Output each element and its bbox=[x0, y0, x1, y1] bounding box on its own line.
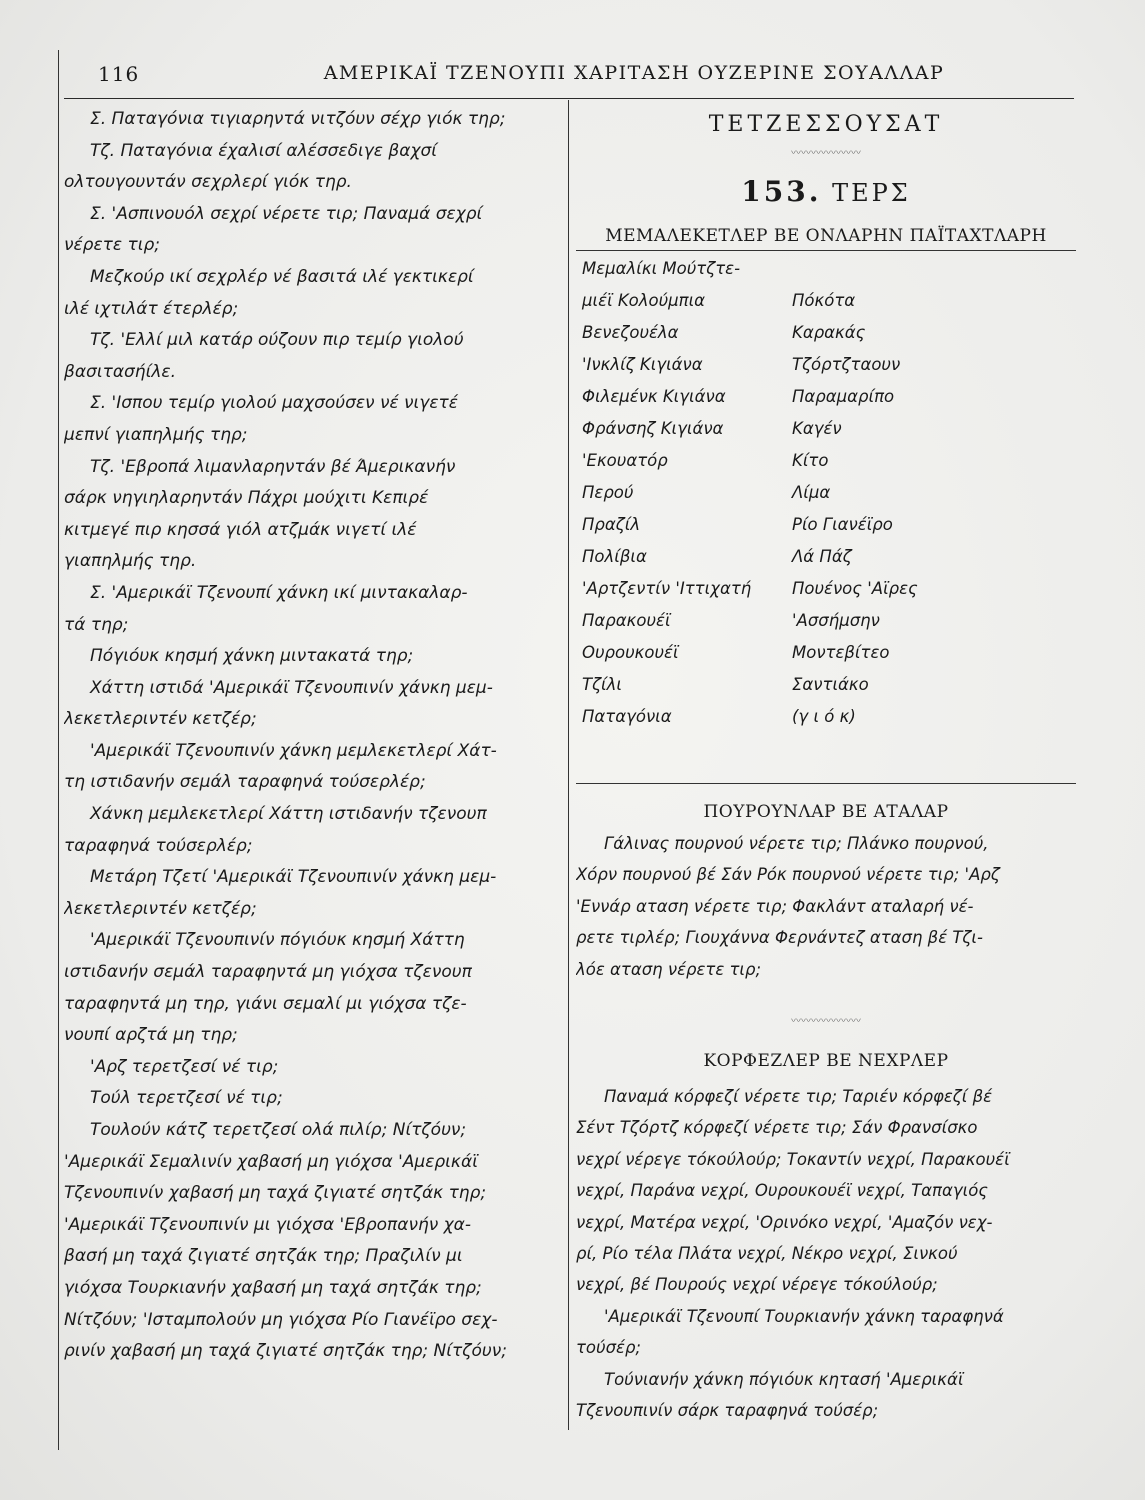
text-line: νεχρί, βέ Πουρούς νεχρί νέρεγε τόκούλούρ; bbox=[576, 1275, 938, 1295]
text-line: νέρετε τιρ; bbox=[64, 235, 160, 256]
capital-cell: Πουένος 'Αϊρες bbox=[792, 579, 918, 598]
capital-cell: Καρακάς bbox=[792, 323, 866, 342]
table-row bbox=[576, 515, 1076, 547]
text-line: Σ. 'Ισπου τεμίρ γιολού μαχσούσεν νέ νιγετέ bbox=[90, 393, 458, 414]
country-cell: Παταγόνια bbox=[582, 707, 672, 726]
ornament-divider: 〰〰〰〰〰〰〰 bbox=[791, 1016, 861, 1028]
text-line: βασή μη ταχά ζιγιατέ σητζάκ τηρ; Πραζιλίν μι bbox=[64, 1246, 463, 1267]
lesson-heading bbox=[576, 175, 1076, 208]
text-line: Χόρν πουρνού βέ Σάν Ρόκ πουρνού νέρετε τιρ; 'Αρζ bbox=[576, 865, 1000, 885]
heading-rule bbox=[576, 250, 1076, 251]
text-line: λόε αταση νέρετε τιρ; bbox=[576, 959, 762, 979]
text-line: ολτουγουντάν σεχρλερί γιόκ τηρ. bbox=[64, 172, 352, 193]
table-row bbox=[576, 419, 1076, 451]
text-line: Γάλινας πουρνού νέρετε τιρ; Πλάνκο πουρνού, bbox=[604, 834, 989, 853]
text-line: τούσέρ; bbox=[576, 1338, 641, 1358]
country-cell: Παρακουέϊ bbox=[582, 611, 671, 630]
left-column bbox=[64, 104, 564, 1368]
text-line: Σ. 'Ασπινουόλ σεχρί νέρετε τιρ; Παναμά σεχρί bbox=[90, 203, 483, 224]
text-line: Τζ. 'Ελλί μιλ κατάρ ούζουν πιρ τεμίρ γιολού bbox=[90, 330, 464, 351]
country-cell: Φράνσηζ Κιγιάνα bbox=[582, 419, 724, 438]
capital-cell: Λά Πάζ bbox=[792, 547, 852, 566]
text-line: Τούνιανήν χάνκη πόγιόυκ κητασή 'Αμερικάϊ bbox=[604, 1369, 964, 1389]
country-cell: Πραζίλ bbox=[582, 515, 641, 534]
capital-cell: 'Ασσήμσην bbox=[792, 611, 880, 630]
text-line: Παναμά κόρφεζί νέρετε τιρ; Ταριέν κόρφεζί βέ bbox=[604, 1087, 993, 1107]
text-line: ταραφηντά μη τηρ, γιάνι σεμαλί μι γιόχσα τζε- bbox=[64, 993, 467, 1014]
table-row bbox=[576, 483, 1076, 515]
text-line: ρινίν χαβασή μη ταχά ζιγιατέ σητζάκ τηρ; Νίτζόυν; bbox=[64, 1341, 507, 1362]
country-cell: 'Εκουατόρ bbox=[582, 451, 668, 470]
lesson-word: ΤΕΡΣ bbox=[832, 179, 911, 207]
text-line: Τζενουπινίν σάρκ ταραφηνά τούσέρ; bbox=[576, 1401, 879, 1421]
text-line: ταραφηνά τούσερλέρ; bbox=[64, 835, 253, 856]
text-line: νεχρί, Ματέρα νεχρί, 'Ορινόκο νεχρί, 'Αμαζόν νεχ- bbox=[576, 1212, 993, 1232]
text-line: ρί, Ρίο τέλα Πλάτα νεχρί, Νέκρο νεχρί, Σινκού bbox=[576, 1244, 958, 1264]
capital-cell: Τζόρτζταουν bbox=[792, 355, 901, 374]
table-row bbox=[576, 355, 1076, 387]
capital-cell: Καγέν bbox=[792, 419, 842, 438]
country-cell: μιέϊ Κολούμπια bbox=[582, 291, 706, 310]
page-header bbox=[64, 58, 1074, 99]
text-line: Νίτζόυν; 'Ισταμπολούν μη γιόχσα Ρίο Γιανέϊρο σεχ- bbox=[64, 1309, 498, 1330]
country-cell: Φιλεμένκ Κιγιάνα bbox=[582, 387, 726, 406]
text-line: Σ. Παταγόνια τιγιαρηντά νιτζόυν σέχρ γιόκ τηρ; bbox=[90, 109, 506, 129]
text-line: ιλέ ιχτιλάτ έτερλέρ; bbox=[64, 298, 239, 319]
capital-cell bbox=[792, 259, 1076, 291]
capital-cell: Πόκότα bbox=[792, 291, 856, 310]
text-line: Τζ. Παταγόνια έχαλισί αλέσσεδιγε βαχσί bbox=[90, 140, 438, 161]
country-cell: Βενεζουέλα bbox=[582, 323, 679, 342]
country-cell: Πολίβια bbox=[582, 547, 647, 566]
text-line: Τουλούν κάτζ τερετζεσί ολά πιλίρ; Νίτζόυν; bbox=[90, 1120, 467, 1140]
text-line: Μεζκούρ ικί σεχρλέρ νέ βασιτά ιλέ γεκτικερί bbox=[90, 266, 474, 287]
table-row bbox=[576, 291, 1076, 323]
text-line: γιαπηλμής τηρ. bbox=[64, 551, 197, 572]
text-line: 'Αμερικάϊ Τζενουπί Τουρκιανήν χάνκη ταραφηνά bbox=[604, 1306, 1004, 1326]
text-line: τη ιστιδανήν σεμάλ ταραφηνά τούσερλέρ; bbox=[64, 772, 426, 793]
country-cell: Περού bbox=[582, 483, 634, 502]
text-line: Τούλ τερετζεσί νέ τιρ; bbox=[90, 1088, 283, 1109]
text-line: 'Αμερικάϊ Σεμαλινίν χαβασή μη γιόχσα 'Αμερικάϊ bbox=[64, 1151, 478, 1172]
text-line: βασιτασήίλε. bbox=[64, 361, 176, 382]
text-line: Χάττη ιστιδά 'Αμερικάϊ Τζενουπινίν χάνκη μεμ- bbox=[90, 677, 493, 698]
text-line: γιόχσα Τουρκιανήν χαβασή μη ταχά σητζάκ τηρ; bbox=[64, 1277, 482, 1298]
country-cell: 'Ινκλίζ Κιγιάνα bbox=[582, 355, 703, 374]
page-edge-line bbox=[58, 50, 59, 1450]
text-line: λεκετλεριντέν κετζέρ; bbox=[64, 898, 257, 919]
running-title: ΑΜΕΡΙΚΑΪ ΤΖΕΝΟΥΠΙ ΧΑΡΙΤΑΣΗ ΟΥΖΕΡΙΝΕ ΣΟΥΑΛΛΑΡ bbox=[323, 62, 945, 84]
gulfs-text bbox=[576, 1081, 1076, 1426]
capital-cell: (γ ι ό κ) bbox=[792, 707, 856, 726]
text-line: λεκετλεριντέν κετζέρ; bbox=[64, 709, 257, 730]
text-line: 'Αρζ τερετζεσί νέ τιρ; bbox=[90, 1056, 279, 1077]
text-line: 'Αμερικάϊ Τζενουπινίν μι γιόχσα 'Εβροπανήν χα- bbox=[64, 1214, 472, 1235]
capital-cell: Μοντεβίτεο bbox=[792, 643, 890, 662]
capital-cell: Κίτο bbox=[792, 451, 829, 470]
text-line: Σέντ Τζόρτζ κόρφεζί νέρετε τιρ; Σάν Φρανσίσκο bbox=[576, 1118, 978, 1138]
text-line: ιστιδανήν σεμάλ ταραφηντά μη γιόχσα τζενουπ bbox=[64, 962, 472, 983]
country-cell: Μεμαλίκι Μούτζτε- bbox=[582, 259, 741, 278]
table-row bbox=[576, 707, 1076, 739]
section-rule bbox=[576, 783, 1076, 784]
table-row bbox=[576, 259, 1076, 291]
capital-cell: Λίμα bbox=[792, 483, 831, 502]
table-row bbox=[576, 387, 1076, 419]
text-line: νουπί αρζτά μη τηρ; bbox=[64, 1025, 238, 1046]
text-line: Τζ. 'Εβροπά λιμανλαρηντάν βέ Άμερικανήν bbox=[90, 456, 456, 477]
text-line: 'Εννάρ αταση νέρετε τιρ; Φακλάντ αταλαρή νέ- bbox=[576, 896, 974, 916]
text-line: 'Αμερικάϊ Τζενουπινίν πόγιόυκ κησμή Χάττη bbox=[90, 930, 465, 951]
text-line: νεχρί, Παράνα νεχρί, Ουρουκουέϊ νεχρί, Ταπαγιός bbox=[576, 1181, 988, 1201]
column-divider bbox=[568, 100, 569, 1430]
mountains-heading: ΠΟΥΡΟΥΝΛΑΡ ΒΕ ΑΤΑΛΑΡ bbox=[703, 802, 949, 822]
capital-cell: Ρίο Γιανέϊρο bbox=[792, 515, 893, 534]
text-line: ρετε τιρλέρ; Γιουχάννα Φερνάντεζ αταση βέ Τζι- bbox=[576, 928, 983, 948]
lesson-number: 153. bbox=[741, 175, 822, 208]
text-line: σάρκ νηγιηλαρηντάν Πάχρι μούχιτι Κεπιρέ bbox=[64, 488, 429, 509]
mountains-text bbox=[576, 828, 1076, 985]
text-line: Μετάρη Τζετί 'Αμερικάϊ Τζενουπινίν χάνκη μεμ- bbox=[90, 867, 497, 888]
table-row bbox=[576, 323, 1076, 355]
country-cell: 'Αρτζεντίν 'Ιττιχατή bbox=[582, 579, 752, 598]
capitals-table bbox=[576, 259, 1076, 739]
gulfs-heading: ΚΟΡΦΕΖΛΕΡ ΒΕ ΝΕΧΡΛΕΡ bbox=[703, 1051, 949, 1072]
text-line: κιτμεγέ πιρ κησσά γιόλ ατζμάκ νιγετί ιλέ bbox=[64, 519, 417, 540]
capital-cell: Σαντιάκο bbox=[792, 675, 869, 694]
text-line: Σ. 'Αμερικάϊ Τζενουπί χάνκη ικί μιντακαλαρ- bbox=[90, 582, 468, 603]
table-row bbox=[576, 451, 1076, 483]
country-cell: Τζίλι bbox=[582, 675, 622, 694]
table-row bbox=[576, 579, 1076, 611]
text-line: νεχρί νέρεγε τόκούλούρ; Τοκαντίν νεχρί, Παρακουέϊ bbox=[576, 1149, 1010, 1169]
right-column bbox=[576, 104, 1076, 1427]
table-row bbox=[576, 675, 1076, 707]
table-row bbox=[576, 611, 1076, 643]
text-line: τά τηρ; bbox=[64, 614, 129, 635]
table-row bbox=[576, 643, 1076, 675]
ornament-divider: 〰〰〰〰〰〰〰 bbox=[791, 148, 861, 159]
page-number: 116 bbox=[98, 62, 140, 86]
text-line: Τζενουπινίν χαβασή μη ταχά ζιγιατέ σητζάκ τηρ; bbox=[64, 1183, 487, 1204]
country-cell: Ουρουκουέϊ bbox=[582, 643, 679, 662]
capitals-heading: ΜΕΜΑΛΕΚΕΤΛΕΡ ΒΕ ΟΝΛΑΡΗΝ ΠΑΪΤΑΧΤΛΑΡΗ bbox=[605, 226, 1047, 246]
section-title: ΤΕΤΖΕΣΣΟΥΣΑΤ bbox=[708, 112, 944, 137]
text-line: Πόγιόυκ κησμή χάνκη μιντακατά τηρ; bbox=[90, 646, 414, 667]
text-line: Χάνκη μεμλεκετλερί Χάττη ιστιδανήν τζενουπ bbox=[90, 804, 487, 825]
text-line: 'Αμερικάϊ Τζενουπινίν χάνκη μεμλεκετλερί Χάτ- bbox=[90, 740, 497, 761]
capital-cell: Παραμαρίπο bbox=[792, 387, 895, 406]
table-row bbox=[576, 547, 1076, 579]
text-line: μεπνί γιαπηλμής τηρ; bbox=[64, 424, 248, 445]
